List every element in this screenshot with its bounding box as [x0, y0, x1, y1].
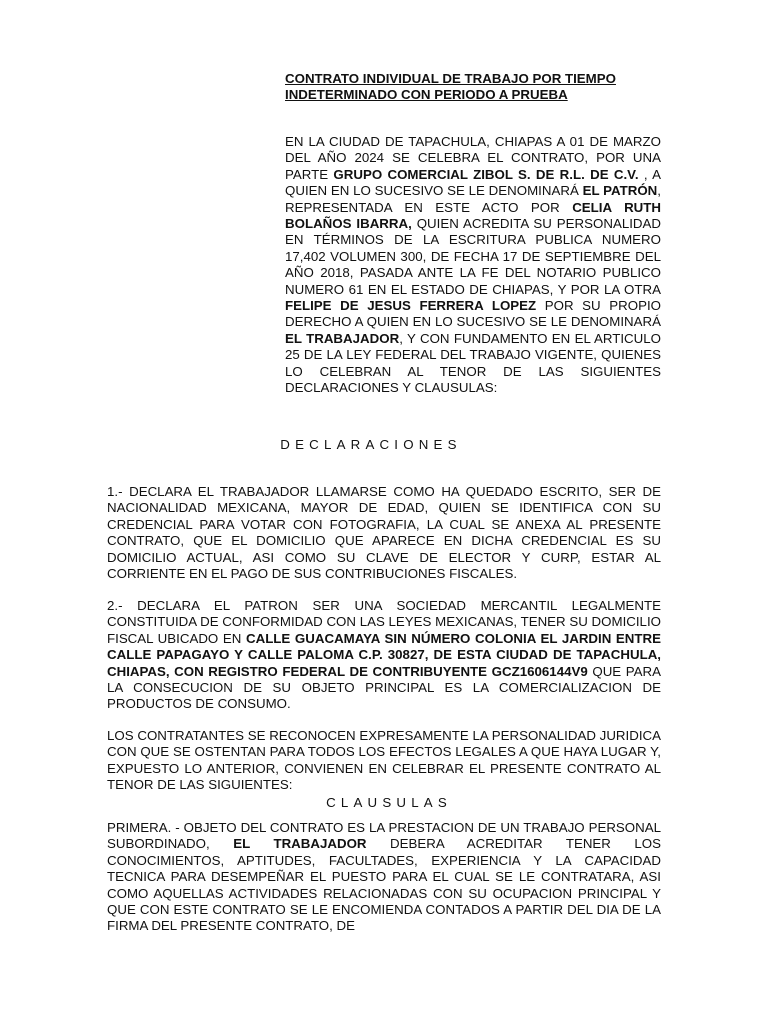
intro-text: EN LA CIUDAD DE TAPACHULA, CHIAPAS A 01 DE MARZO DEL AÑO 2024 SE CELEBRA EL CONTRATO, POR UNA PARTE — [285, 134, 661, 182]
intro-paragraph — [285, 134, 661, 397]
primera-text: DEBERA ACREDITAR TENER LOS CONOCIMIENTOS, APTITUDES, FACULTADES, EXPERIENCIA Y LA CAPACIDAD TECNICA PARA DESEMPEÑAR EL PUESTO PARA EL CUAL SE LE CONTRATARA, ASI COMO AQUELLAS ACTIVIDADES RELACIONADAS CON SU OCUPACION PRINCIPAL Y QUE CON ESTE CONTRATO SE LE ENCOMIENDA CONTADOS A PARTIR DEL DIA DE LA FIRMA DEL PRESENTE CONTRATO, DE — [107, 836, 661, 934]
declaracion-1: 1.- DECLARA EL TRABAJADOR LLAMARSE COMO HA QUEDADO ESCRITO, SER DE NACIONALIDAD MEXICANA, MAYOR DE EDAD, QUIEN SE IDENTIFICA CON SU CREDENCIAL PARA VOTAR CON FOTOGRAFIA, LA CUAL SE ANEXA AL PRESENTE CONTRATO, QUE EL DOMICILIO QUE APARECE EN DICHA CREDENCIAL ES SU DOMICILIO ACTUAL, ASI COMO SU CLAVE DE ELECTOR Y CURP, ESTAR AL CORRIENTE EN EL PAGO DE SUS CONTRIBUCIONES FISCALES. — [107, 484, 661, 582]
employee-term: EL TRABAJADOR — [233, 836, 367, 852]
employer-term: EL PATRÓN — [582, 183, 658, 199]
declaraciones-heading: DECLARACIONES — [280, 437, 462, 452]
reconocimiento-paragraph: LOS CONTRATANTES SE RECONOCEN EXPRESAMENTE LA PERSONALIDAD JURIDICA CON QUE SE OSTENTAN PARA TODOS LOS EFECTOS LEGALES A QUE HAYA LUGAR Y, EXPUESTO LO ANTERIOR, CONVIENEN EN CELEBRAR EL PRESENTE CONTRATO AL TENOR DE LAS SIGUIENTES: — [107, 728, 661, 793]
declaracion-2-text: QUE PARA LA CONSECUCION DE SU OBJETO PRINCIPAL ES LA COMERCIALIZACION DE PRODUCTOS DE CONSUMO. — [107, 663, 661, 712]
intro-text: , REPRESENTADA EN ESTE ACTO POR — [285, 183, 661, 215]
employee-term: EL TRABAJADOR — [285, 330, 400, 346]
intro-text: , Y CON FUNDAMENTO EN EL ARTICULO 25 DE LA LEY FEDERAL DEL TRABAJO VIGENTE, QUIENES LO CELEBRAN AL TENOR DE LAS SIGUIENTES DECLARACIONES Y CLAUSULAS: — [285, 330, 661, 396]
intro-text: QUIEN ACREDITA SU PERSONALIDAD EN TÉRMINOS DE LA ESCRITURA PUBLICA NUMERO 17,402 VOLUMEN 300, DE FECHA 17 DE SEPTIEMBRE DEL AÑO 2018, PASADA ANTE LA FE DEL NOTARIO PUBLICO NUMERO 61 EN EL ESTADO DE CHIAPAS, Y POR LA OTRA — [285, 216, 661, 297]
declaracion-2-text: 2.- DECLARA EL PATRON SER UNA SOCIEDAD MERCANTIL LEGALMENTE CONSTITUIDA DE CONFORMIDAD CON LAS LEYES MEXICANAS, TENER SU DOMICILIO FISCAL UBICADO EN — [107, 598, 661, 646]
clausula-primera — [107, 820, 661, 935]
representative-name: CELIA RUTH BOLAÑOS IBARRA, — [285, 199, 661, 232]
employee-name: FELIPE DE JESUS FERRERA LOPEZ — [285, 298, 537, 314]
document-title: CONTRATO INDIVIDUAL DE TRABAJO POR TIEMPO INDETERMINADO CON PERIODO A PRUEBA — [285, 71, 616, 102]
clausulas-heading: CLAUSULAS — [326, 795, 452, 810]
company-name: GRUPO COMERCIAL ZIBOL S. DE R.L. DE C.V. — [333, 166, 639, 182]
primera-text: PRIMERA. - OBJETO DEL CONTRATO ES LA PRESTACION DE UN TRABAJO PERSONAL SUBORDINADO, — [107, 820, 661, 852]
declaracion-2 — [107, 598, 661, 713]
intro-text: POR SU PROPIO DERECHO A QUIEN EN LO SUCESIVO SE LE DENOMINARÁ — [285, 298, 661, 330]
intro-text: , A QUIEN EN LO SUCESIVO SE LE DENOMINARÁ — [285, 166, 661, 199]
fiscal-address: CALLE GUACAMAYA SIN NÚMERO COLONIA EL JARDIN ENTRE CALLE PAPAGAYO Y CALLE PALOMA C.P. 30827, DE ESTA CIUDAD DE TAPACHULA, CHIAPAS, CON REGISTRO FEDERAL DE CONTRIBUYENTE GCZ1606144V9 — [107, 630, 662, 679]
